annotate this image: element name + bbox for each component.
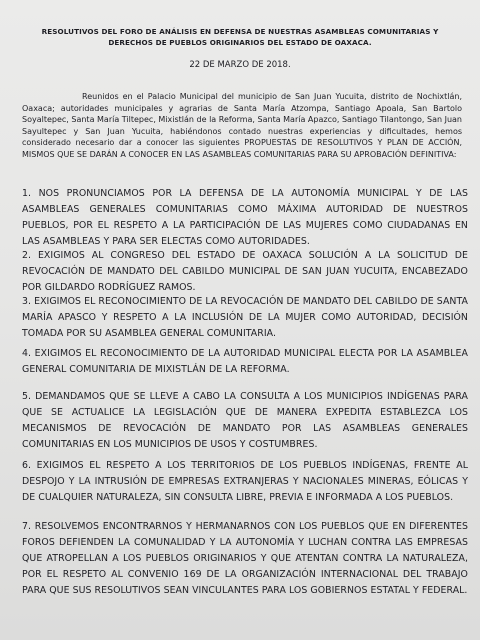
document-date: 22 DE MARZO DE 2018. xyxy=(189,60,291,70)
resolution-item-4: 4. EXIGIMOS EL RECONOCIMIENTO DE LA AUTORIDAD MUNICIPAL ELECTA POR LA ASAMBLEA GENERAL COMUNITARIA DE MIXISTLÁN DE LA REFORMA. xyxy=(22,348,468,375)
resolution-item-1: 1. NOS PRONUNCIAMOS POR LA DEFENSA DE LA AUTONOMÍA MUNICIPAL Y DE LAS ASAMBLEAS GENERALES COMUNITARIAS COMO MÁXIMA AUTORIDAD DE NUESTROS PUEBLOS, POR EL RESPETO A LA PARTICIPACIÓN DE LAS MUJERES COMO CIUDADANAS EN LAS ASAMBLEAS Y PARA SER ELECTAS COMO AUTORIDADES. xyxy=(22,188,468,247)
resolution-item-6: 6. EXIGIMOS EL RESPETO A LOS TERRITORIOS DE LOS PUEBLOS INDÍGENAS, FRENTE AL DESPOJO Y LA INTRUSIÓN DE EMPRESAS EXTRANJERAS Y NACIONALES MINERAS, EÓLICAS Y DE CUALQUIER NATURALEZA, SIN CONSULTA LIBRE, PREVIA E INFORMADA A LOS PUEBLOS. xyxy=(22,460,468,503)
resolution-item-5: 5. DEMANDAMOS QUE SE LLEVE A CABO LA CONSULTA A LOS MUNICIPIOS INDÍGENAS PARA QUE SE ACTUALICE LA LEGISLACIÓN QUE DE MANERA EXPEDITA ESTABLEZCA LOS MECANISMOS DE REVOCACIÓN DE MANDATO POR LAS ASAMBLEAS GENERALES COMUNITARIAS EN LOS MUNICIPIOS DE USOS Y COSTUMBRES. xyxy=(22,391,468,450)
resolution-item-3: 3. EXIGIMOS EL RECONOCIMIENTO DE LA REVOCACIÓN DE MANDATO DEL CABILDO DE SANTA MARÍA APASCO Y RESPETO A LA INCLUSIÓN DE LA MUJER COMO AUTORIDAD, DECISIÓN TOMADA POR SU ASAMBLEA GENERAL COMUNITARIA. xyxy=(22,296,468,339)
resolution-item-7: 7. RESOLVEMOS ENCONTRARNOS Y HERMANARNOS CON LOS PUEBLOS QUE EN DIFERENTES FOROS DEFIENDEN LA COMUNALIDAD Y LA AUTONOMÍA Y LUCHAN CONTRA LAS EMPRESAS QUE ATROPELLAN A LOS PUEBLOS ORIGINARIOS Y QUE ATENTAN CONTRA LA NATURALEZA, POR EL RESPETO AL CONVENIO 169 DE LA ORGANIZACIÓN INTERNACIONAL DEL TRABAJO PARA QUE SUS RESOLUTIVOS SEAN VINCULANTES PARA LOS GOBIERNOS ESTATAL Y FEDERAL. xyxy=(22,521,468,596)
document-title: RESOLUTIVOS DEL FORO DE ANÁLISIS EN DEFENSA DE NUESTRAS ASAMBLEAS COMUNITARIAS Y DERECHOS DE PUEBLOS ORIGINARIOS DEL ESTADO DE OAXACA. xyxy=(41,27,439,47)
resolution-item-2: 2. EXIGIMOS AL CONGRESO DEL ESTADO DE OAXACA SOLUCIÓN A LA SOLICITUD DE REVOCACIÓN DE MANDATO DEL CABILDO MUNICIPAL DE SAN JUAN YUCUITA, ENCABEZADO POR GILDARDO RODRÍGUEZ RAMOS. xyxy=(22,250,468,293)
intro-paragraph: Reunidos en el Palacio Municipal del municipio de San Juan Yucuita, distrito de Nochixtlán, Oaxaca; autoridades municipales y agrarias de Santa María Atzompa, Santiago Apoala, San Bartolo Soyaltepec, Santa María Tiltepec, Mixistlán de la Reforma, Santa María Apazco, Santiago Tilantongo, San Juan Sayultepec y San Juan Yucuita, habiéndonos contado nuestras experiencias y dificultades, hemos considerado necesario dar a conocer las siguientes PROPUESTAS DE RESOLUTIVOS Y PLAN DE ACCIÓN, MISMOS QUE SE DARÁN A CONOCER EN LAS ASAMBLEAS COMUNITARIAS PARA SU APROBACIÓN DEFINITIVA: xyxy=(22,92,462,159)
